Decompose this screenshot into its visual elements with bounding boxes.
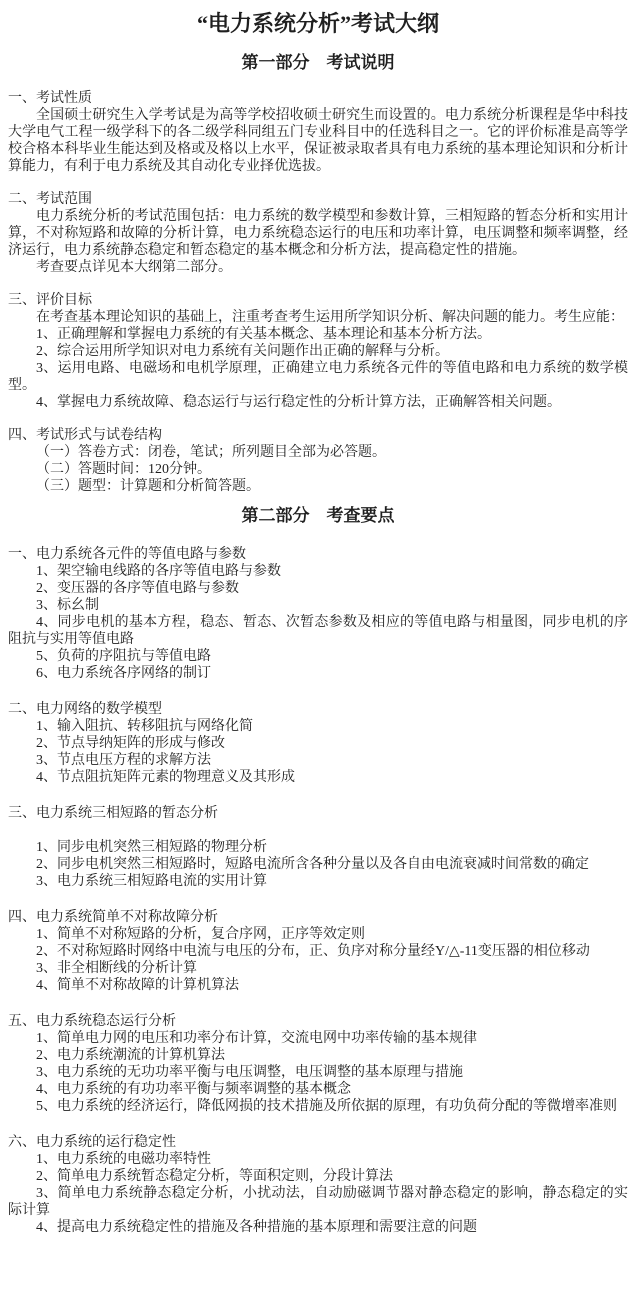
list-item: 2、电力系统潮流的计算机算法 xyxy=(36,1048,225,1063)
section-steady-state-operation xyxy=(8,1013,628,1115)
paragraph: 在考查基本理论知识的基础上，注重考查考生运用所学知识分析、解决问题的能力。考生应能： xyxy=(36,310,624,325)
section-heading: 二、考试范围 xyxy=(8,192,92,207)
section-exam-format xyxy=(8,427,628,495)
list-item: 1、正确理解和掌握电力系统的有关基本概念、基本理论和基本分析方法。 xyxy=(36,327,491,342)
list-item: 2、简单电力系统暂态稳定分析，等面积定则，分段计算法 xyxy=(36,1169,393,1184)
list-item: 3、非全相断线的分析计算 xyxy=(36,961,197,976)
list-item: 3、简单电力系统静态稳定分析，小扰动法，自动励磁调节器对静态稳定的影响，静态稳定的实际计算 xyxy=(8,1186,628,1218)
list-item: 3、节点电压方程的求解方法 xyxy=(36,753,211,768)
paragraph: 电力系统分析的考试范围包括：电力系统的数学模型和参数计算，三相短路的暂态分析和实用计算，不对称短路和故障的分析计算，电力系统稳态运行的电压和功率计算，电压调整和频率调整，经济运行，电力系统静态稳定和暂态稳定的基本概念和分析方法，提高稳定性的措施。 xyxy=(8,209,628,258)
list-item: 2、综合运用所学知识对电力系统有关问题作出正确的解释与分析。 xyxy=(36,344,449,359)
list-item: 1、输入阻抗、转移阻抗与网络化简 xyxy=(36,719,253,734)
paragraph: 考查要点详见本大纲第二部分。 xyxy=(36,260,232,275)
section-heading: 六、电力系统的运行稳定性 xyxy=(8,1135,176,1150)
section-evaluation-goals xyxy=(8,292,628,411)
section-heading: 四、电力系统简单不对称故障分析 xyxy=(8,910,218,925)
list-item: 3、电力系统三相短路电流的实用计算 xyxy=(36,874,267,889)
list-item: （一）答卷方式：闭卷，笔试；所列题目全部为必答题。 xyxy=(36,445,386,460)
list-item: 1、同步电机突然三相短路的物理分析 xyxy=(36,840,267,855)
section-heading: 五、电力系统稳态运行分析 xyxy=(8,1014,176,1029)
list-item: 4、简单不对称故障的计算机算法 xyxy=(36,978,239,993)
list-item: 4、掌握电力系统故障、稳态运行与运行稳定性的分析计算方法，正确解答相关问题。 xyxy=(36,395,561,410)
list-item: 3、电力系统的无功功率平衡与电压调整，电压调整的基本原理与措施 xyxy=(36,1065,463,1080)
section-exam-scope xyxy=(8,191,628,276)
section-exam-nature xyxy=(8,90,628,175)
section-heading: 三、电力系统三相短路的暂态分析 xyxy=(8,806,218,821)
list-item: 5、电力系统的经济运行，降低网损的技术措施及所依据的原理，有功负荷分配的等微增率准则 xyxy=(36,1099,617,1114)
section-heading: 二、电力网络的数学模型 xyxy=(8,702,162,717)
document-title: “电力系统分析”考试大纲 xyxy=(196,11,439,36)
list-item: （二）答题时间：120分钟。 xyxy=(36,462,211,477)
list-item: 1、简单不对称短路的分析，复合序网，正序等效定则 xyxy=(36,927,365,942)
list-item: 2、变压器的各序等值电路与参数 xyxy=(36,581,239,596)
section-heading: 一、电力系统各元件的等值电路与参数 xyxy=(8,547,246,562)
list-item: 2、同步电机突然三相短路时，短路电流所含各种分量以及各自由电流衰减时间常数的确定 xyxy=(36,857,589,872)
list-item: 1、架空输电线路的各序等值电路与参数 xyxy=(36,564,281,579)
section-equivalent-circuits xyxy=(8,546,628,682)
section-heading: 三、评价目标 xyxy=(8,293,92,308)
list-item: 1、电力系统的电磁功率特性 xyxy=(36,1152,211,1167)
list-item: 3、运用电路、电磁场和电机学原理，正确建立电力系统各元件的等值电路和电力系统的数学模型。 xyxy=(8,361,628,393)
list-item: 4、同步电机的基本方程，稳态、暂态、次暂态参数及相应的等值电路与相量图，同步电机的序阻抗与实用等值电路 xyxy=(8,615,628,647)
section-asymmetric-fault xyxy=(8,909,628,994)
part2-heading: 第二部分 考查要点 xyxy=(241,506,395,525)
paragraph: 全国硕士研究生入学考试是为高等学校招收硕士研究生而设置的。电力系统分析课程是华中科技大学电气工程一级学科下的各二级学科同组五门专业科目中的任选科目之一。它的评价标准是高等学校合格本科毕业生能达到及格或及格以上水平，保证被录取者具有电力系统的基本理论知识和分析计算能力，有利于电力系统及其自动化专业择优选拔。 xyxy=(8,108,628,174)
list-item: 6、电力系统各序网络的制订 xyxy=(36,666,211,681)
section-heading: 一、考试性质 xyxy=(8,91,92,106)
section-network-math-model xyxy=(8,701,628,786)
list-item: 4、电力系统的有功功率平衡与频率调整的基本概念 xyxy=(36,1082,351,1097)
section-three-phase-short-circuit xyxy=(8,805,628,890)
list-item: （三）题型：计算题和分析简答题。 xyxy=(36,479,260,494)
list-item: 3、标幺制 xyxy=(36,598,99,613)
list-item: 2、节点导纳矩阵的形成与修改 xyxy=(36,736,225,751)
section-operational-stability xyxy=(8,1134,628,1236)
list-item: 1、简单电力网的电压和功率分布计算，交流电网中功率传输的基本规律 xyxy=(36,1031,477,1046)
part1-heading: 第一部分 考试说明 xyxy=(241,53,395,72)
list-item: 4、节点阻抗矩阵元素的物理意义及其形成 xyxy=(36,770,295,785)
section-heading: 四、考试形式与试卷结构 xyxy=(8,428,162,443)
list-item: 2、不对称短路时网络中电流与电压的分布，正、负序对称分量经Y/△-11变压器的相位移动 xyxy=(36,944,590,959)
list-item: 4、提高电力系统稳定性的措施及各种措施的基本原理和需要注意的问题 xyxy=(36,1220,477,1235)
list-item: 5、负荷的序阻抗与等值电路 xyxy=(36,649,211,664)
